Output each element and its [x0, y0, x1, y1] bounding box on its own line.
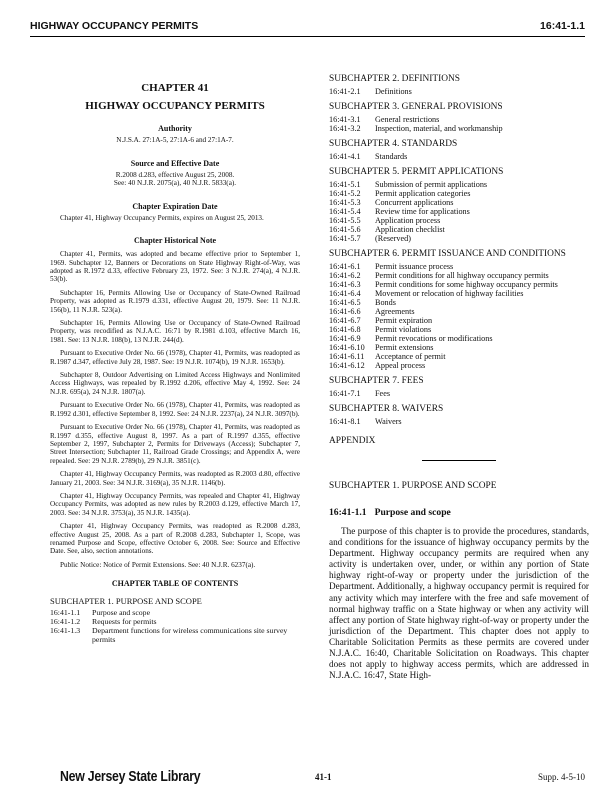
toc-item-title: Fees — [375, 389, 391, 398]
toc-item — [329, 207, 589, 216]
left-column — [50, 52, 300, 645]
header-section: 16:41-1.1 — [540, 20, 585, 32]
history-paragraph: Public Notice: Notice of Permit Extensions. See: 40 N.J.R. 6237(a). — [60, 560, 256, 569]
toc-item-title: Review time for applications — [375, 207, 470, 216]
toc-item-number: 16:41-6.2 — [329, 271, 361, 280]
toc-item-title: (Reserved) — [375, 234, 411, 243]
toc-item — [329, 361, 589, 370]
toc-item-title: Inspection, material, and workmanship — [375, 124, 503, 133]
toc-item-title: Definitions — [375, 87, 412, 96]
toc-item — [329, 307, 589, 316]
toc-item-title: Permit revocations or modifications — [375, 334, 493, 343]
toc-item-number: 16:41-4.1 — [329, 152, 361, 161]
toc-item — [329, 262, 589, 271]
toc-item-number: 16:41-5.5 — [329, 216, 361, 225]
toc-item-number: 16:41-1.1 — [50, 608, 81, 618]
toc-item-title: Permit issuance process — [375, 262, 454, 271]
toc-item — [329, 389, 589, 398]
history-paragraph: Pursuant to Executive Order No. 66 (1978), Chapter 41, Permits, was readopted as R.1997 d.355, effective August 8, 1997. As a part of R.1997 d.355, effective September 2, 1997, Subchapter 2, Permits for Driveways (Access); Subchapter 7, Street Intersection; Subchapter 11, Railroad Grade Crossings; and Appendix A, were repealed. See: 29 N.J.R. 2789(b), 29 N.J.R. 3851(c). — [50, 423, 300, 465]
library-stamp: New Jersey State Library — [60, 768, 201, 785]
toc-item-title: Department functions for wireless communications site survey permits — [92, 626, 288, 644]
toc-item — [329, 216, 589, 225]
toc-item-title: Permit conditions for some highway occupancy permits — [375, 280, 558, 289]
page-footer — [30, 766, 585, 786]
toc-item-number: 16:41-6.5 — [329, 298, 361, 307]
toc-item-number: 16:41-6.9 — [329, 334, 361, 343]
section-number: 16:41-1.1 — [329, 507, 367, 518]
toc-item-number: 16:41-1.3 — [50, 626, 81, 635]
history-paragraph: Pursuant to Executive Order No. 66 (1978), Chapter 41, Permits, was readopted as R.1987 d.347, effective July 28, 1987. See: 19 N.J.R. 1074(b), 19 N.J.R. 1653(b). — [50, 349, 300, 366]
toc-item-number: 16:41-6.3 — [329, 280, 361, 289]
toc-item — [329, 298, 589, 307]
toc-item-title: Submission of permit applications — [375, 180, 488, 189]
section-title: Purpose and scope — [374, 507, 451, 518]
toc-subchapter-title: SUBCHAPTER 8. WAIVERS — [329, 404, 444, 414]
source-text: R.2008 d.283, effective August 25, 2008. — [115, 170, 235, 179]
subchapter-heading: SUBCHAPTER 1. PURPOSE AND SCOPE — [329, 481, 497, 491]
toc-item-number: 16:41-3.2 — [329, 124, 361, 133]
toc-item — [329, 289, 589, 298]
toc-subchapter-title: SUBCHAPTER 3. GENERAL PROVISIONS — [329, 102, 503, 112]
toc-item-number: 16:41-2.1 — [329, 87, 361, 96]
header-rule — [30, 36, 585, 37]
history-paragraph: Chapter 41, Permits, was adopted and became effective prior to September 1, 1969. Subchapter 12, Banners or Decorations on State Highway Right-of-Way, was adopted as R.1972 d.33, effective February 23, 1972. See: 3 N.J.R. 274(a), 4 N.J.R. 53(b). — [50, 250, 300, 284]
section-divider — [422, 460, 496, 461]
toc-item-title: Standards — [375, 152, 408, 161]
toc-item-number: 16:41-6.10 — [329, 343, 365, 352]
toc-item-title: Concurrent applications — [375, 198, 454, 207]
authority-text: N.J.S.A. 27:1A-5, 27:1A-6 and 27:1A-7. — [116, 136, 234, 144]
toc-item-number: 16:41-6.7 — [329, 316, 361, 325]
toc-item — [329, 124, 589, 133]
toc-item-title: General restrictions — [375, 115, 440, 124]
toc-item-number: 16:41-7.1 — [329, 389, 361, 398]
history-paragraph: Chapter 41, Highway Occupancy Permits, was readopted as R.2003 d.80, effective January 21, 2003. See: 34 N.J.R. 3169(a), 35 N.J.R. 1146(b). — [50, 470, 300, 487]
toc-item-title: Waivers — [375, 417, 402, 426]
source-text: See: 40 N.J.R. 2075(a), 40 N.J.R. 5833(a). — [113, 179, 237, 188]
toc-item-number: 16:41-6.4 — [329, 289, 361, 298]
toc-subchapter-title: SUBCHAPTER 4. STANDARDS — [329, 139, 458, 149]
toc-item — [329, 234, 589, 243]
toc-item — [329, 417, 589, 426]
toc-item-title: Agreements — [375, 307, 415, 316]
toc-subchapter-title: SUBCHAPTER 5. PERMIT APPLICATIONS — [329, 167, 504, 177]
section-body: The purpose of this chapter is to provide the procedures, standards, and conditions for the issuance of highway occupancy permits by the Department. Highway occupancy permits are required when any activity is undertaken over, under, or within any portion of State highway right-of-way or property under the jurisdiction of the Department. Additionally, a highway occupancy permit is required for any activity which may interfere with the free and safe movement of normal highway traffic on a State highway or when any activity will affect any portion of State highway right-of-way or property under the jurisdiction of the Department. This chapter does not apply to Charitable Solicitation Permits as these permits are covered under N.J.A.C. 16:40, Charitable Solicitation on Roadways. This chapter does not apply to highway access permits, which are addressed in N.J.A.C. 16:47, State High- — [329, 526, 589, 681]
toc-item-title: Permit extensions — [375, 343, 434, 352]
expiration-text: Chapter 41, Highway Occupancy Permits, expires on August 25, 2013. — [60, 213, 264, 222]
toc-item-title: Permit violations — [375, 325, 432, 334]
supplement-date: Supp. 4-5-10 — [538, 772, 585, 782]
toc-item — [50, 627, 300, 645]
history-paragraph: Subchapter 16, Permits Allowing Use or Occupancy of State-Owned Railroad Property, was recodified as N.J.A.C. 16:71 by R.1981 d.103, effective March 16, 1981. See: 13 N.J.R. 108(b), 13 N.J.R. 244(d). — [50, 319, 300, 344]
toc-item-title: Acceptance of permit — [375, 352, 446, 361]
toc-subchapter-title: SUBCHAPTER 1. PURPOSE AND SCOPE — [50, 596, 202, 607]
history-paragraph: Chapter 41, Highway Occupancy Permits, was readopted as R.2008 d.283, effective August 25, 2008. As a part of R.2008 d.283, Subchapter 1, Scope, was renamed Purpose and Scope, effective October 6, 2008. See: Source and Effective Date. See, also, section annotations. — [50, 522, 300, 556]
toc-item — [329, 334, 589, 343]
toc-item-number: 16:41-3.1 — [329, 115, 361, 124]
toc-item-title: Permit expiration — [375, 316, 433, 325]
toc-item-number: 16:41-6.8 — [329, 325, 361, 334]
toc-item — [329, 271, 589, 280]
toc-item-title: Movement or relocation of highway facilities — [375, 289, 524, 298]
history-paragraph: Subchapter 8, Outdoor Advertising on Limited Access Highways and Nonlimited Access Highways, was repealed by R.1992 d.206, effective May 4, 1992. See: 24 N.J.R. 695(a), 24 N.J.R. 1807(a). — [50, 371, 300, 396]
toc-item — [329, 87, 589, 96]
toc-item-number: 16:41-5.6 — [329, 225, 361, 234]
authority-heading: Authority — [158, 124, 192, 133]
toc-subchapter-title: SUBCHAPTER 2. DEFINITIONS — [329, 74, 460, 84]
history-heading: Chapter Historical Note — [133, 236, 217, 246]
toc-item — [329, 198, 589, 207]
history-paragraph: Subchapter 16, Permits Allowing Use or Occupancy of State-Owned Railroad Property, was adopted as R.1979 d.331, effective August 20, 1979. See: 11 N.J.R. 156(b), 11 N.J.R. 523(a). — [50, 288, 300, 314]
chapter-number: CHAPTER 41 — [141, 82, 209, 94]
toc-item — [329, 343, 589, 352]
section-heading — [329, 507, 589, 518]
toc-item — [329, 189, 589, 198]
toc-item-number: 16:41-6.6 — [329, 307, 361, 316]
source-heading: Source and Effective Date — [130, 158, 220, 168]
toc-item-title: Requests for permits — [92, 617, 157, 627]
toc-item-number: 16:41-5.3 — [329, 198, 361, 207]
toc-item-number: 16:41-8.1 — [329, 417, 361, 426]
toc-item-title: Application process — [375, 216, 441, 225]
toc-item — [329, 115, 589, 124]
toc-item-number: 16:41-6.1 — [329, 262, 361, 271]
appendix-label: APPENDIX — [329, 436, 376, 446]
toc-item — [50, 609, 300, 618]
toc-item-number: 16:41-5.7 — [329, 234, 361, 243]
toc-item-title: Permit application categories — [375, 189, 471, 198]
toc-item — [329, 180, 589, 189]
chapter-title: HIGHWAY OCCUPANCY PERMITS — [85, 100, 265, 112]
page-number: 41-1 — [315, 772, 332, 782]
history-paragraph: Pursuant to Executive Order No. 66 (1978), Chapter 41, Permits, was readopted as R.1992 d.301, effective September 8, 1992. See: 24 N.J.R. 2237(a), 24 N.J.R. 3097(b). — [50, 401, 300, 418]
toc-item-number: 16:41-5.4 — [329, 207, 361, 216]
toc-item-number: 16:41-5.2 — [329, 189, 361, 198]
toc-item — [329, 225, 589, 234]
toc-item-title: Appeal process — [375, 361, 426, 370]
toc-item-number: 16:41-5.1 — [329, 180, 361, 189]
toc-subchapter-title: SUBCHAPTER 7. FEES — [329, 376, 424, 386]
toc-heading: CHAPTER TABLE OF CONTENTS — [111, 579, 239, 589]
toc-item — [329, 152, 589, 161]
history-paragraph: Chapter 41, Highway Occupancy Permits, was repealed and Chapter 41, Highway Occupancy Permits, was adopted as new rules by R.2003 d.129, effective March 17, 2003. See: 34 N.J.R. 3753(a), 35 N.J.R. 1435(a). — [50, 491, 300, 517]
running-header — [30, 18, 585, 32]
toc-item — [329, 325, 589, 334]
toc-item — [329, 352, 589, 361]
right-column — [329, 74, 589, 681]
toc-item-number: 16:41-6.11 — [329, 352, 365, 361]
toc-item-title: Purpose and scope — [92, 608, 151, 618]
toc-subchapter-title: SUBCHAPTER 6. PERMIT ISSUANCE AND CONDITIONS — [329, 249, 566, 259]
toc-item-title: Application checklist — [375, 225, 445, 234]
toc-list — [50, 609, 300, 645]
toc-continued — [329, 74, 589, 426]
toc-item-title: Permit conditions for all highway occupancy permits — [375, 271, 549, 280]
expiration-heading: Chapter Expiration Date — [132, 201, 218, 211]
toc-item-number: 16:41-1.2 — [50, 617, 81, 627]
toc-item-number: 16:41-6.12 — [329, 361, 365, 370]
toc-item — [329, 280, 589, 289]
toc-item — [329, 316, 589, 325]
header-title: HIGHWAY OCCUPANCY PERMITS — [30, 20, 199, 32]
toc-item-title: Bonds — [375, 298, 396, 307]
